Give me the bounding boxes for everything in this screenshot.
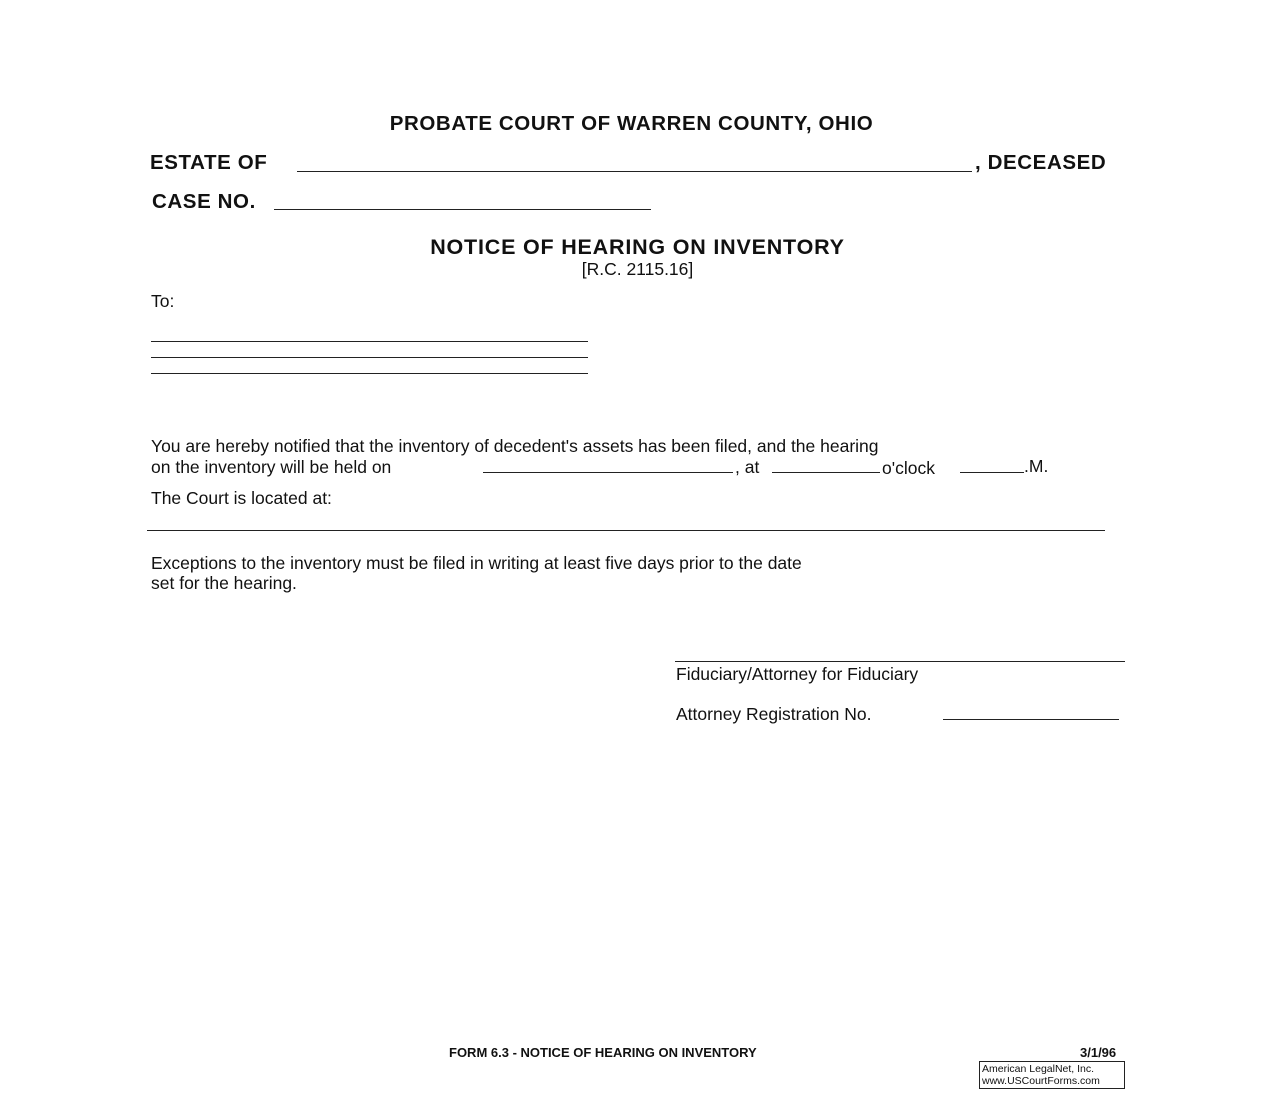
am-pm-field[interactable] <box>960 472 1024 473</box>
footer-form-label: FORM 6.3 - NOTICE OF HEARING ON INVENTORY <box>449 1045 757 1060</box>
estate-name-field[interactable] <box>297 171 972 172</box>
statute-reference: [R.C. 2115.16] <box>581 259 694 279</box>
attorney-registration-label: Attorney Registration No. <box>676 704 872 724</box>
oclock-label: o'clock <box>882 458 935 478</box>
to-label: To: <box>151 291 175 311</box>
case-no-field[interactable] <box>274 209 651 210</box>
exceptions-line-1: Exceptions to the inventory must be filed in writing at least five days prior to the date <box>151 553 802 573</box>
notice-line-2-prefix: on the inventory will be held on <box>151 457 392 477</box>
case-no-label: CASE NO. <box>152 190 256 213</box>
recipient-line-2[interactable] <box>151 357 588 358</box>
publisher-credit-box <box>979 1061 1125 1089</box>
footer-date: 3/1/96 <box>1080 1045 1117 1060</box>
attorney-registration-field[interactable] <box>943 719 1119 720</box>
hearing-time-field[interactable] <box>772 472 880 473</box>
court-location-label: The Court is located at: <box>151 488 332 508</box>
publisher-website: www.USCourtForms.com <box>982 1075 1100 1087</box>
hearing-date-field[interactable] <box>483 472 733 473</box>
exceptions-line-2: set for the hearing. <box>151 573 297 593</box>
recipient-line-3[interactable] <box>151 373 588 374</box>
notice-at-label: , at <box>735 457 760 477</box>
notice-line-1: You are hereby notified that the inventory of decedent's assets has been filed, and the hearing <box>151 436 879 456</box>
signature-line[interactable] <box>675 661 1125 662</box>
form-title: NOTICE OF HEARING ON INVENTORY <box>430 235 845 259</box>
publisher-name: American LegalNet, Inc. <box>982 1063 1095 1075</box>
court-heading: PROBATE COURT OF WARREN COUNTY, OHIO <box>389 112 874 135</box>
court-location-field[interactable] <box>147 530 1105 531</box>
meridiem-suffix: .M. <box>1024 456 1049 476</box>
fiduciary-label: Fiduciary/Attorney for Fiduciary <box>676 664 919 684</box>
deceased-label: , DECEASED <box>975 151 1107 174</box>
estate-label: ESTATE OF <box>150 151 268 174</box>
recipient-line-1[interactable] <box>151 341 588 342</box>
